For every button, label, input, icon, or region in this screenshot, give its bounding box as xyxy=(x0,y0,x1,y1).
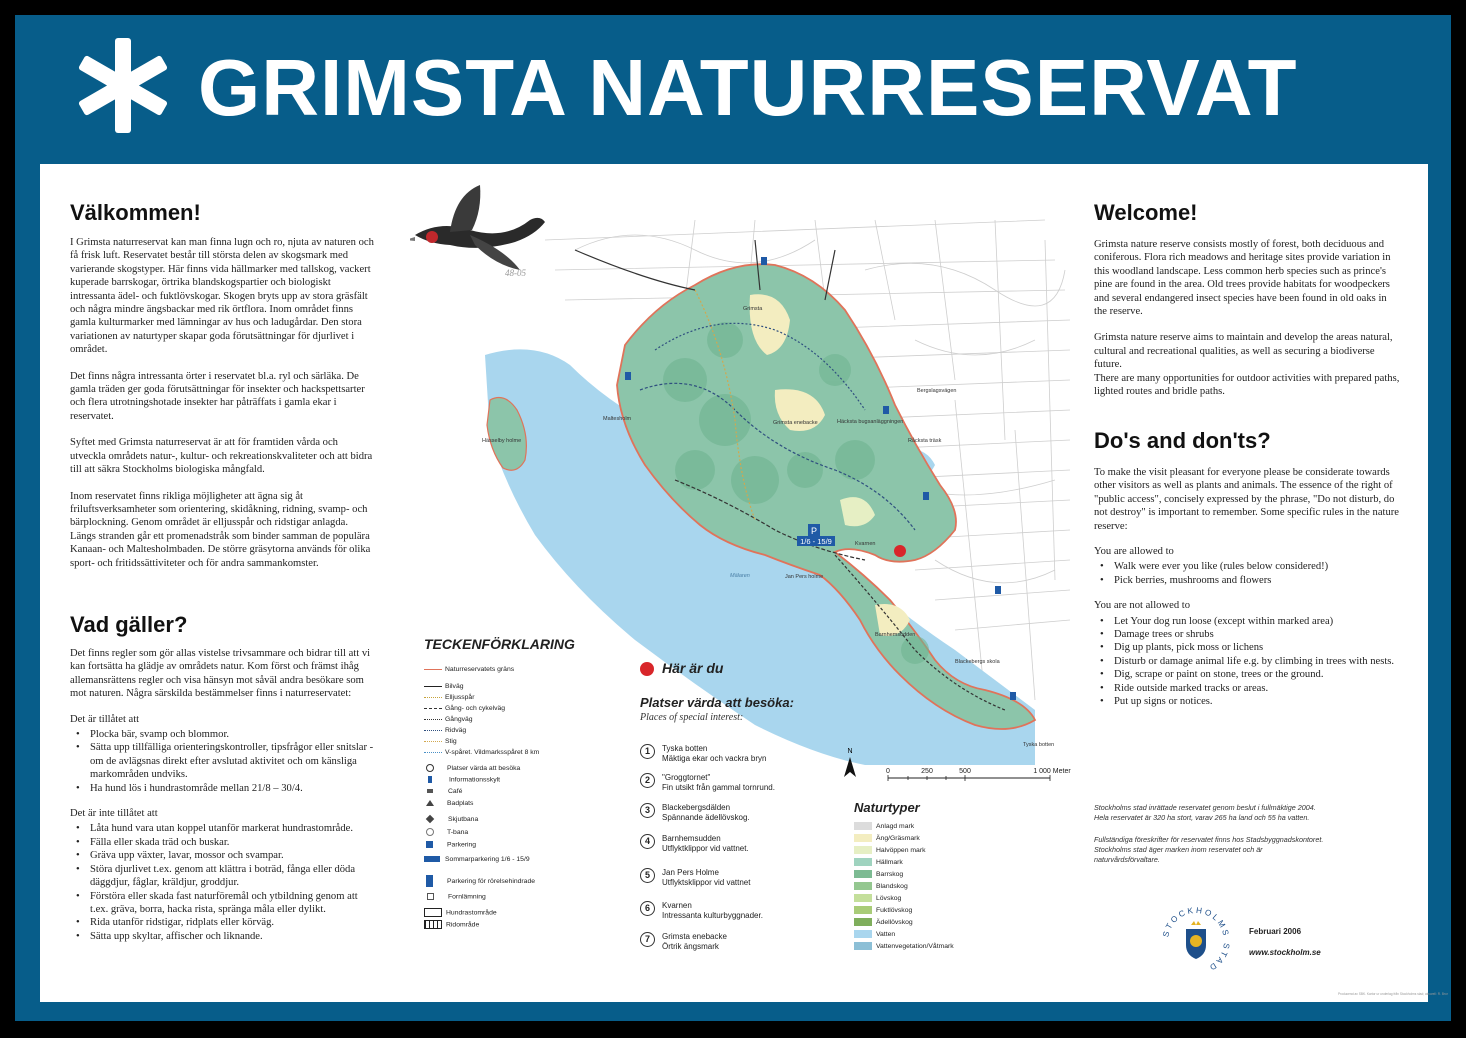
list-item: • Gräva upp växter, lavar, mossor och svampar. xyxy=(70,849,376,862)
cafe-icon xyxy=(427,789,433,793)
scale-tick: 500 xyxy=(959,768,971,775)
not-allowed-label: You are not allowed to xyxy=(1094,600,1191,612)
legend-item: Platser värda att besöka xyxy=(424,764,520,772)
svg-text:48-05: 48-05 xyxy=(505,268,526,278)
naturtyp-item: Vatten xyxy=(854,930,895,938)
not-allowed-list xyxy=(70,822,376,943)
welcome-heading-en: Welcome! xyxy=(1094,200,1198,225)
paragraph: Grimsta nature reserve consists mostly of forest, both deciduous and coniferous. Flora rich meadows and heritage sites provide variation in this woodland landscape. Less common herb species such as prince's pine are found in the area. Old trees provide habitats for woodpeckers and several endangered insect species have been found in old oaks in the reserve. xyxy=(1094,239,1391,318)
parking-icon xyxy=(426,841,433,848)
producer-credit: Producerat av SBK. Kartor ur underlag från Stockholms stad; akvarell: R. Bror xyxy=(1338,992,1448,996)
list-item: • Sätta upp skyltar, affischer och liknande. xyxy=(70,930,376,943)
list-item: • Let Your dog run loose (except within marked area) xyxy=(1094,615,1400,628)
list-item: • Förstöra eller skada fast naturföremål och ytbildning genom att t.ex. gräva, borra, hacka rista, spränga måla eller dylikt. xyxy=(70,890,376,917)
list-item: • Plocka bär, svamp och blommor. xyxy=(70,728,376,741)
legend-item: Ridområde xyxy=(424,920,479,929)
you-are-here-dot xyxy=(640,662,654,676)
allowed-label: You are allowed to xyxy=(1094,546,1174,558)
naturtyp-item: Anlagd mark xyxy=(854,822,914,830)
naturtyp-item: Hällmark xyxy=(854,858,903,866)
color-swatch xyxy=(854,858,872,866)
color-swatch xyxy=(854,906,872,914)
list-item: • Låta hund vara utan koppel utanför markerat hundrastområde. xyxy=(70,822,376,835)
map-label: Blackebergs skola xyxy=(955,659,1000,665)
rules-text-sv xyxy=(70,647,376,943)
legend-item: Parkering för rörelsehindrade xyxy=(424,875,535,887)
paragraph: Grimsta nature reserve aims to maintain and develop the areas natural, cultural and recreational qualities, as well as securing a biodiverse future. There are many opportunities for outdoor activities with prepared paths, lighted routes and bridle paths. xyxy=(1094,332,1400,398)
trail-line-icon xyxy=(424,741,442,742)
not-allowed-list xyxy=(1094,615,1400,709)
place-number: 1 xyxy=(640,744,655,759)
list-item: • Dig up plants, pick moss or lichens xyxy=(1094,641,1400,654)
parking-icon xyxy=(808,524,820,536)
map-label: Grimsta xyxy=(743,306,763,312)
dos-intro: To make the visit pleasant for everyone please be considerate towards other visitors as well as plants and animals. The essence of the right of "public access", concisely expressed by the phrase, "Do not disturb, do not destroy" is important to remember. Some specific rules in the nature reserve: xyxy=(1094,467,1399,532)
scale-bar xyxy=(880,766,1080,788)
shooting-range-icon xyxy=(426,815,434,823)
snowflake-star-icon xyxy=(78,38,168,133)
map-label: Grimsta enebacke xyxy=(773,420,818,426)
list-item: • Sätta upp tillfälliga orienteringskontroller, tipsfrågor eller snitslar - om de avlägsnas direkt efter avslutad aktivitet och om känsliga markområden undviks. xyxy=(70,741,376,781)
stockholm-city-seal xyxy=(1160,905,1232,977)
summer-parking-icon xyxy=(424,856,440,862)
naturtyp-item: Vattenvegetation/Våtmark xyxy=(854,942,954,950)
legend-item: Sommarparkering 1/6 - 15/9 xyxy=(424,856,530,863)
color-swatch xyxy=(854,930,872,938)
naturtyp-item: Ädellövskog xyxy=(854,918,913,926)
places-heading: Platser värda att besöka: xyxy=(640,695,794,710)
legend-item: Parkering xyxy=(424,841,476,848)
welcome-heading-sv: Välkommen! xyxy=(70,200,201,225)
legend-item: V-spåret. Vildmarksspåret 8 km xyxy=(424,749,539,756)
legend-item: Stig xyxy=(424,738,457,745)
allowed-list xyxy=(1094,560,1400,587)
allowed-label: Det är tillåtet att xyxy=(70,713,140,725)
list-item: • Ride outside marked tracks or areas. xyxy=(1094,682,1400,695)
walk-cycle-line-icon xyxy=(424,708,442,709)
welcome-text-en xyxy=(1094,238,1400,411)
number-circle-icon xyxy=(426,764,434,772)
road-line-icon xyxy=(424,686,442,687)
legend-item: Naturreservatets gräns xyxy=(424,666,514,673)
legend-item: Informationsskylt xyxy=(424,776,500,783)
svg-text:P: P xyxy=(810,526,818,536)
legend-item: Café xyxy=(424,788,462,795)
list-item: • Dig, scrape or paint on stone, trees or the ground. xyxy=(1094,668,1400,681)
places-subheading: Places of special interest: xyxy=(640,712,744,723)
scale-tick: 1 000 Meter xyxy=(1033,768,1071,775)
riding-area-icon xyxy=(424,920,442,929)
you-are-here-marker xyxy=(894,545,906,557)
map-label: Tyska botten xyxy=(1023,742,1055,748)
map-label: Jan Pers holme xyxy=(785,574,824,580)
legend-item: Hundrastområde xyxy=(424,908,497,917)
regulations-note: Fullständiga föreskrifter för reservatet finns hos Stadsbyggnadskontoret. Stockholms stad äger marken inom reservatet och är naturvårdsförvaltare. xyxy=(1094,835,1324,864)
dos-heading-en: Do's and don'ts? xyxy=(1094,428,1271,453)
legend-item: Ridväg xyxy=(424,727,466,734)
naturtyp-item: Fuktlövskog xyxy=(854,906,912,914)
accessible-parking-icon xyxy=(426,875,433,887)
legend-item: Badplats xyxy=(424,800,473,807)
map-label: Mälaren xyxy=(730,573,750,579)
color-swatch xyxy=(854,894,872,902)
not-allowed-label: Det är inte tillåtet att xyxy=(70,808,158,820)
dog-area-icon xyxy=(424,908,442,917)
v-track-line-icon xyxy=(424,752,442,753)
legend-item: T-bana xyxy=(424,828,468,836)
dos-text-en xyxy=(1094,466,1400,709)
map-label: Hässelby holme xyxy=(482,438,522,444)
map-label: Bergslagsvägen xyxy=(917,388,957,394)
ancient-monument-icon xyxy=(427,893,434,900)
list-item: • Rida utanför ridstigar, ridplats eller körväg. xyxy=(70,916,376,929)
website-link[interactable]: www.stockholm.se xyxy=(1249,948,1321,957)
list-item: • Walk were ever you like (rules below considered!) xyxy=(1094,560,1400,573)
naturtyper-title: Naturtyper xyxy=(854,800,920,815)
color-swatch xyxy=(854,870,872,878)
paragraph: Det finns några intressanta örter i reservatet bl.a. ryl och särläka. De gamla träden ger goda förutsättningar för insekter och hackspettsarter och flera utrotningshotade insekter har påträffats i gamla ekar i reservatet. xyxy=(70,370,365,422)
footpath-line-icon xyxy=(424,719,442,720)
map-label: Maltesholm xyxy=(603,416,632,422)
metro-icon xyxy=(426,828,434,836)
map-label: Häcksta bugsanläggningen xyxy=(837,419,904,425)
legend-item: Bilväg xyxy=(424,683,464,690)
rules-heading-sv: Vad gäller? xyxy=(70,612,188,637)
place-number: 2 xyxy=(640,773,655,788)
legend-item: Gångväg xyxy=(424,716,473,723)
decision-note: Stockholms stad inrättade reservatet genom beslut i fullmäktige 2004. Hela reservatet är 320 ha stort, varav 265 ha land och 55 ha vatten. xyxy=(1094,803,1316,822)
naturtyp-item: Lövskog xyxy=(854,894,901,902)
legend-item: Gång- och cykelväg xyxy=(424,705,505,712)
list-item: • Disturb or damage animal life e.g. by climbing in trees with nests. xyxy=(1094,655,1400,668)
place-number: 7 xyxy=(640,932,655,947)
place-number: 4 xyxy=(640,834,655,849)
list-item: • Pick berries, mushrooms and flowers xyxy=(1094,574,1400,587)
boundary-line-icon xyxy=(424,669,442,670)
list-item: • Ha hund lös i hundrastområde mellan 21/8 – 30/4. xyxy=(70,782,376,795)
list-item: • Fälla eller skada träd och buskar. xyxy=(70,836,376,849)
naturtyp-item: Äng/Gräsmark xyxy=(854,834,920,842)
list-item: • Put up signs or notices. xyxy=(1094,695,1400,708)
legend-item: Skjutbana xyxy=(424,816,478,823)
scale-tick: 0 xyxy=(886,768,890,775)
list-item: • Störa djurlivet t.ex. genom att klättra i boträd, fånga eller döda däggdjur, fåglar, kräldjur, groddjur. xyxy=(70,863,376,890)
naturtyp-item: Halvöppen mark xyxy=(854,846,926,854)
allowed-list xyxy=(70,728,376,795)
color-swatch xyxy=(854,822,872,830)
place-number: 6 xyxy=(640,901,655,916)
summer-parking-badge xyxy=(797,536,835,546)
color-swatch xyxy=(854,834,872,842)
woodpecker-illustration xyxy=(410,180,550,280)
north-arrow-icon xyxy=(840,745,860,781)
legend-item: Fornlämning xyxy=(424,893,486,900)
bridle-path-line-icon xyxy=(424,730,442,731)
you-are-here-label: Här är du xyxy=(662,660,724,676)
rules-intro: Det finns regler som gör allas vistelse trivsammare och bidrar till att vi kan fortsätta ha glädje av områdets natur. Kom först och främst ihåg allemansrättens regler och visa hänsyn mot såväl andra besökare som mot naturen. Några särskilda bestämmelser finns i naturreservatet: xyxy=(70,648,371,700)
paragraph: Inom reservatet finns rikliga möjligheter att ägna sig åt friluftsverksamheter som orientering, skidåkning, ridning, svamp- och bärplockning. Genom området är elljusspår och ridstigar anlagda. Längs stranden går ett promenadstråk som binder samman de populära Kanaan- och Maltesholmbaden. De större gräsytorna används för olika sport- och fritidssättiviteter och för andra sammankomster. xyxy=(70,490,371,569)
welcome-text-sv xyxy=(70,236,376,583)
summer-parking-label: 1/6 - 15/9 xyxy=(800,537,832,546)
color-swatch xyxy=(854,882,872,890)
map-label: Barnhemsudden xyxy=(875,632,916,638)
svg-text:STOCKHOLMS STAD: STOCKHOLMS STAD xyxy=(1161,905,1232,973)
page-title: GRIMSTA NATURRESERVAT xyxy=(198,43,1298,132)
publish-date: Februari 2006 xyxy=(1249,927,1302,936)
lit-track-line-icon xyxy=(424,697,442,698)
paragraph: I Grimsta naturreservat kan man finna lugn och ro, njuta av naturen och få frisk luft. Reservatet består till största delen av skogsmark med varierande skogstyper. Här finns vida hällmarker med tallskog, vackert kuperade barrskogar, örtrika blandskogspartier och biologiskt intressanta ädel- och fuktlövskogar. Skogen bryts upp av stora gräsfält och några mindre ängsbackar med rik örtflora. Inom området finns gamla kulturmarker med lämningar av hus och ladugårdar. Den stora variationen av naturtyper skapar goda förutsättningar för djurlivet i området. xyxy=(70,237,374,356)
legend-item: Elljusspår xyxy=(424,694,474,701)
place-number: 5 xyxy=(640,868,655,883)
list-item: • Damage trees or shrubs xyxy=(1094,628,1400,641)
legend-title: TECKENFÖRKLARING xyxy=(424,636,575,652)
color-swatch xyxy=(854,918,872,926)
north-label: N xyxy=(847,748,853,755)
color-swatch xyxy=(854,942,872,950)
naturtyp-item: Blandskog xyxy=(854,882,908,890)
map-label: Råcksta träsk xyxy=(908,438,942,444)
map-label: Kvarnen xyxy=(855,541,876,547)
bathing-icon xyxy=(426,800,434,806)
info-sign-icon xyxy=(428,776,432,783)
paragraph: Syftet med Grimsta naturreservat är att för framtiden vårda och utveckla områdets natur-, kultur- och rekreationskvaliteter och att bidra till att säkra Stockholms biologiska mångfald. xyxy=(70,437,373,476)
place-number: 3 xyxy=(640,803,655,818)
color-swatch xyxy=(854,846,872,854)
scale-tick: 250 xyxy=(921,768,933,775)
naturtyp-item: Barrskog xyxy=(854,870,903,878)
